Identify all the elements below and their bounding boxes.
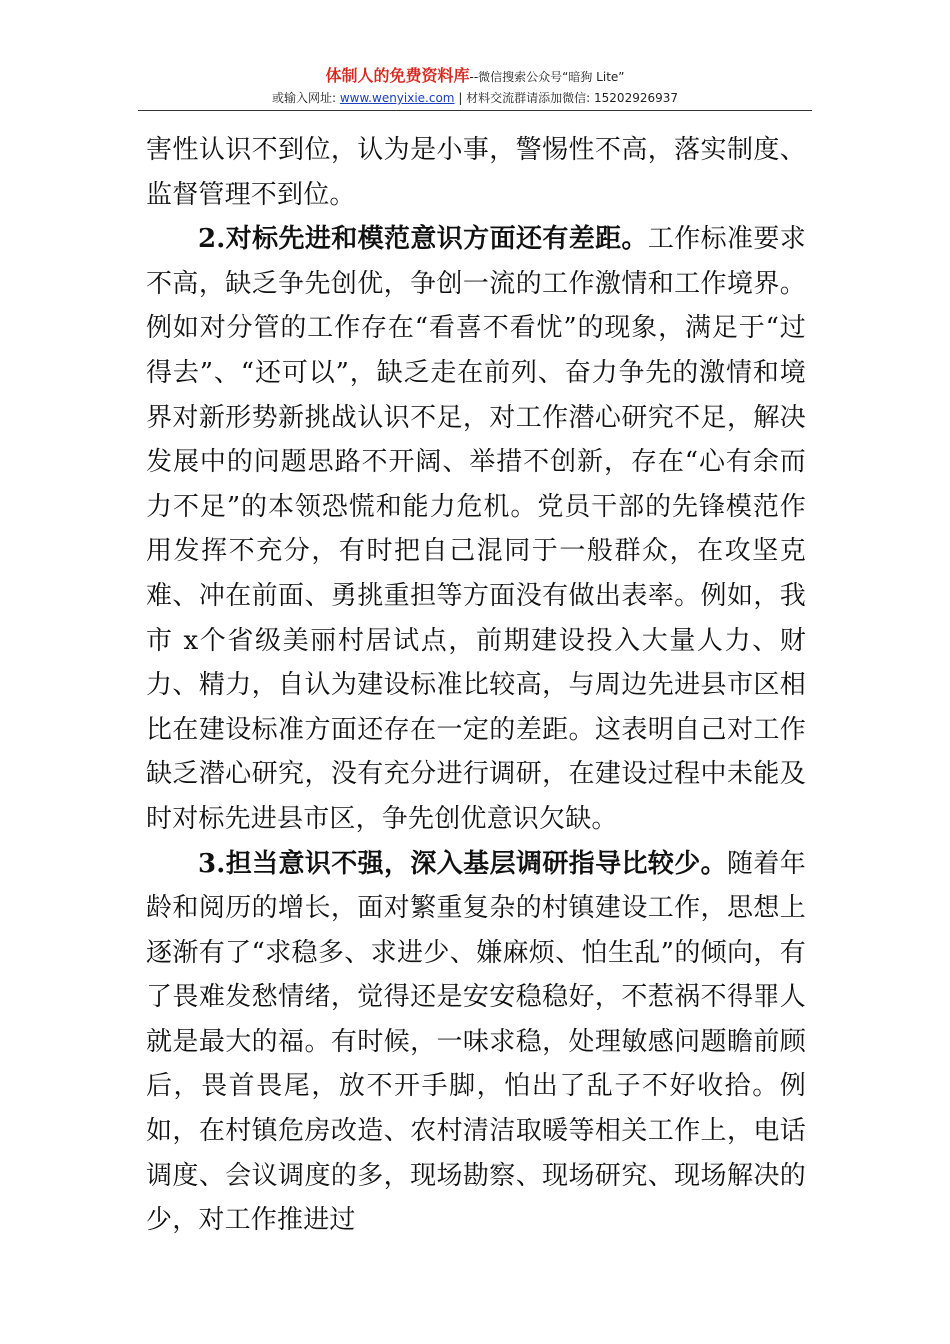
paragraph-3 bbox=[146, 842, 806, 1243]
paragraph-2 bbox=[146, 217, 806, 841]
page-header bbox=[0, 66, 950, 107]
paragraph-3-heading: 3.担当意识不强，深入基层调研指导比较少。 bbox=[198, 848, 728, 879]
header-website-link[interactable]: www.wenyixie.com bbox=[339, 91, 455, 105]
document-body bbox=[146, 128, 806, 1243]
header-banner bbox=[0, 66, 950, 86]
header-contact: | 材料交流群请添加微信: 15202926937 bbox=[454, 91, 679, 105]
paragraph-3-body: 随着年龄和阅历的增长，面对繁重复杂的村镇建设工作，思想上逐渐有了“求稳多、求进少、嫌麻烦、怕生乱”的倾向，有了畏难发愁情绪，觉得还是安安稳稳好，不惹祸不得罪人就是最大的福。有时候，一味求稳，处理敏感问题瞻前顾后，畏首畏尾，放不开手脚，怕出了乱子不好收拾。例如，在村镇危房改造、农村清洁取暖等相关工作上，电话调度、会议调度的多，现场勘察、现场研究、现场解决的少，对工作推进过 bbox=[146, 848, 806, 1236]
header-url-prefix: 或输入网址: bbox=[271, 91, 340, 105]
header-contact-line bbox=[0, 89, 950, 107]
paragraph-2-heading: 2.对标先进和模范意识方面还有差距。 bbox=[198, 224, 648, 255]
header-tagline: --微信搜索公众号“暗狗 Lite” bbox=[469, 70, 625, 84]
header-divider bbox=[138, 110, 812, 111]
paragraph-2-body: 工作标准要求不高，缺乏争先创优，争创一流的工作激情和工作境界。例如对分管的工作存在“看喜不看忧”的现象，满足于“过得去”、“还可以”，缺乏走在前列、奋力争先的激情和境界对新形势新挑战认识不足，对工作潜心研究不足，解决发展中的问题思路不开阔、举措不创新，存在“心有余而力不足”的本领恐慌和能力危机。党员干部的先锋模范作用发挥不充分，有时把自己混同于一般群众，在攻坚克难、冲在前面、勇挑重担等方面没有做出表率。例如，我市 x个省级美丽村居试点，前期建设投入大量人力、财力、精力，自认为建设标准比较高，与周边先进县市区相比在建设标准方面还存在一定的差距。这表明自己对工作缺乏潜心研究，没有充分进行调研，在建设过程中未能及时对标先进县市区，争先创优意识欠缺。 bbox=[146, 224, 806, 834]
paragraph-continuation: 害性认识不到位，认为是小事，警惕性不高，落实制度、监督管理不到位。 bbox=[146, 135, 806, 210]
header-title: 体制人的免费资料库 bbox=[325, 66, 470, 85]
